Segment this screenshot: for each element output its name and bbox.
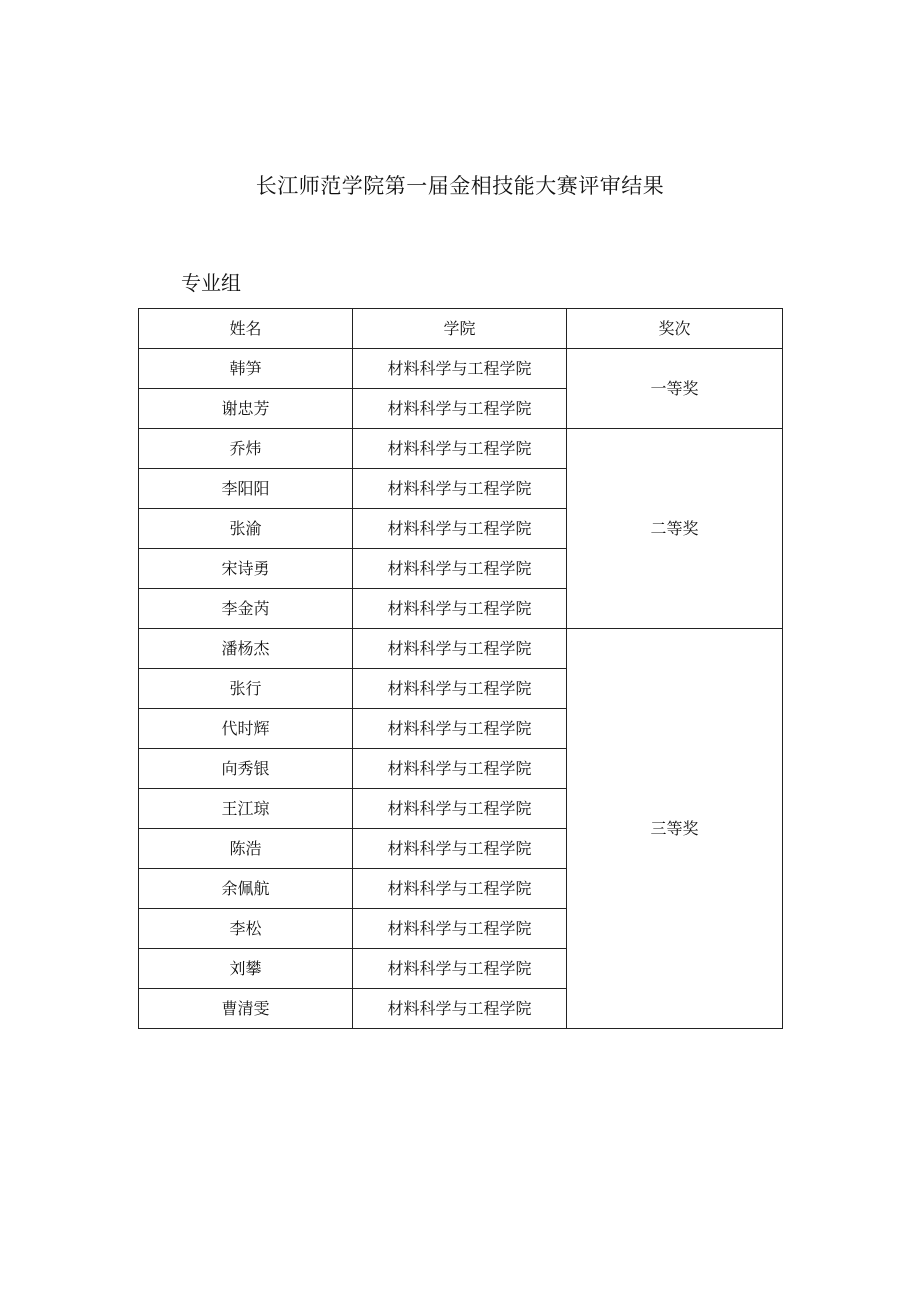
cell-name: 代时辉 [139,709,353,749]
header-row [139,309,783,349]
cell-college: 材料科学与工程学院 [353,789,567,829]
header-college: 学院 [353,309,567,349]
cell-name: 张行 [139,669,353,709]
cell-award: 一等奖 [567,349,783,429]
cell-name: 韩笋 [139,349,353,389]
group-label: 专业组 [181,271,241,295]
cell-college: 材料科学与工程学院 [353,709,567,749]
cell-college: 材料科学与工程学院 [353,509,567,549]
cell-college: 材料科学与工程学院 [353,669,567,709]
cell-college: 材料科学与工程学院 [353,349,567,389]
document-title: 长江师范学院第一届金相技能大赛评审结果 [255,174,665,198]
cell-college: 材料科学与工程学院 [353,589,567,629]
cell-name: 陈浩 [139,829,353,869]
cell-college: 材料科学与工程学院 [353,909,567,949]
results-table [138,308,783,1029]
cell-name: 余佩航 [139,869,353,909]
cell-college: 材料科学与工程学院 [353,869,567,909]
cell-name: 宋诗勇 [139,549,353,589]
cell-college: 材料科学与工程学院 [353,989,567,1029]
cell-college: 材料科学与工程学院 [353,429,567,469]
cell-name: 曹清雯 [139,989,353,1029]
cell-name: 张渝 [139,509,353,549]
cell-college: 材料科学与工程学院 [353,629,567,669]
table-body [139,349,783,1029]
header-award: 奖次 [567,309,783,349]
cell-name: 李金芮 [139,589,353,629]
cell-college: 材料科学与工程学院 [353,389,567,429]
cell-award: 二等奖 [567,429,783,629]
cell-college: 材料科学与工程学院 [353,749,567,789]
cell-name: 刘攀 [139,949,353,989]
table-row [139,629,783,669]
table-row [139,429,783,469]
cell-name: 王江琼 [139,789,353,829]
cell-name: 向秀银 [139,749,353,789]
cell-award: 三等奖 [567,629,783,1029]
cell-name: 乔炜 [139,429,353,469]
cell-name: 李松 [139,909,353,949]
header-name: 姓名 [139,309,353,349]
cell-college: 材料科学与工程学院 [353,549,567,589]
cell-name: 潘杨杰 [139,629,353,669]
cell-college: 材料科学与工程学院 [353,469,567,509]
cell-college: 材料科学与工程学院 [353,949,567,989]
cell-name: 李阳阳 [139,469,353,509]
table-header [139,309,783,349]
table-row [139,349,783,389]
cell-college: 材料科学与工程学院 [353,829,567,869]
cell-name: 谢忠芳 [139,389,353,429]
